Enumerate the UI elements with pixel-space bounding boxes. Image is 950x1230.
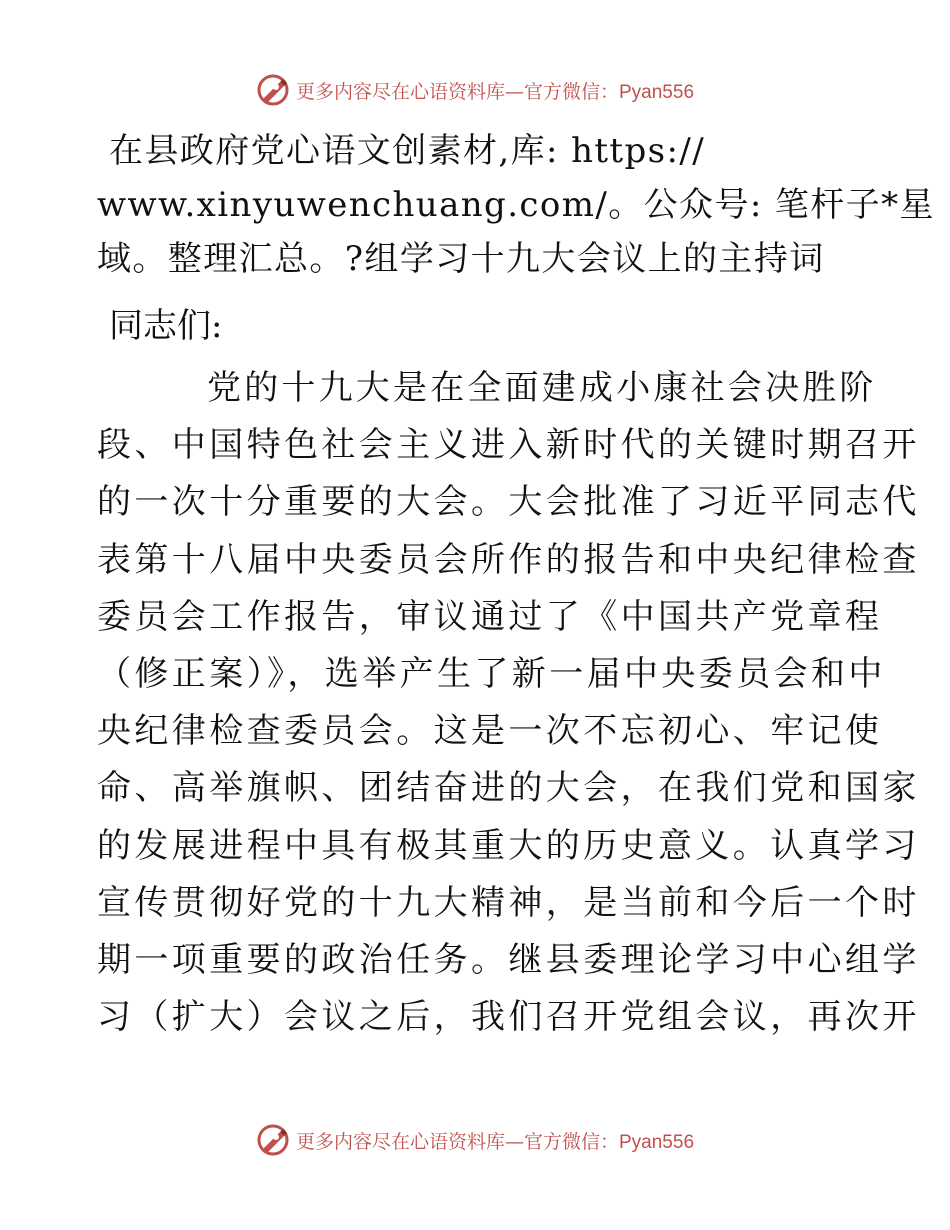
body-line: 的发展进程中具有极其重大的历史意义。认真学习 [97, 825, 920, 866]
pen-logo-icon [256, 73, 290, 107]
footer-banner-main: 更多内容尽在心语资料库 [295, 1130, 505, 1153]
header-banner-wechat-id: Pyan556 [619, 81, 695, 103]
salutation: 同志们: [109, 306, 223, 346]
footer-banner-wechat-id: Pyan556 [619, 1131, 695, 1153]
body-line: 委员会工作报告，审议通过了《中国共产党章程 [97, 596, 883, 637]
body-line: 宣传贯彻好党的十九大精神，是当前和今后一个时 [97, 882, 920, 923]
body-line: 习（扩大）会议之后，我们召开党组会议，再次开 [97, 997, 920, 1038]
document-body [97, 124, 935, 1046]
header-banner [0, 70, 950, 110]
header-banner-wechat-label: 官方微信： [523, 80, 619, 103]
header-banner-main: 更多内容尽在心语资料库 [295, 80, 505, 103]
body-line: 的一次十分重要的大会。大会批准了习近平同志代 [97, 482, 920, 523]
footer-banner-dash: — [504, 1130, 524, 1153]
footer-banner-text [296, 1127, 694, 1154]
footer-banner [0, 1120, 950, 1160]
body-line: 段、中国特色社会主义进入新时代的关键时期召开 [97, 425, 920, 466]
body-line: （修正案）》，选举产生了新一届中央委员会和中 [97, 653, 886, 694]
pen-logo-icon [256, 1123, 290, 1157]
header-banner-dash: — [504, 80, 524, 103]
body-line: 期一项重要的政治任务。继县委理论学习中心组学 [97, 939, 920, 980]
intro-line: www.xinyuwenchuang.com/。公众号: 笔杆子*星 [97, 185, 935, 225]
body-line: 央纪律检查委员会。这是一次不忘初心、牢记使 [97, 711, 883, 752]
intro-line: 在县政府党心语文创素材,库: https:// [109, 131, 706, 171]
body-line: 党的十九大是在全面建成小康社会决胜阶 [207, 368, 877, 408]
body-line: 命、高举旗帜、团结奋进的大会，在我们党和国家 [97, 768, 920, 809]
body-paragraph [97, 360, 920, 1046]
body-line: 表第十八届中央委员会所作的报告和中央纪律检查 [97, 539, 920, 580]
header-banner-text [296, 77, 694, 104]
footer-banner-wechat-label: 官方微信： [523, 1130, 619, 1153]
intro-line: 域。整理汇总。?组学习十九大会议上的主持词 [97, 239, 825, 279]
intro-block [97, 124, 935, 286]
